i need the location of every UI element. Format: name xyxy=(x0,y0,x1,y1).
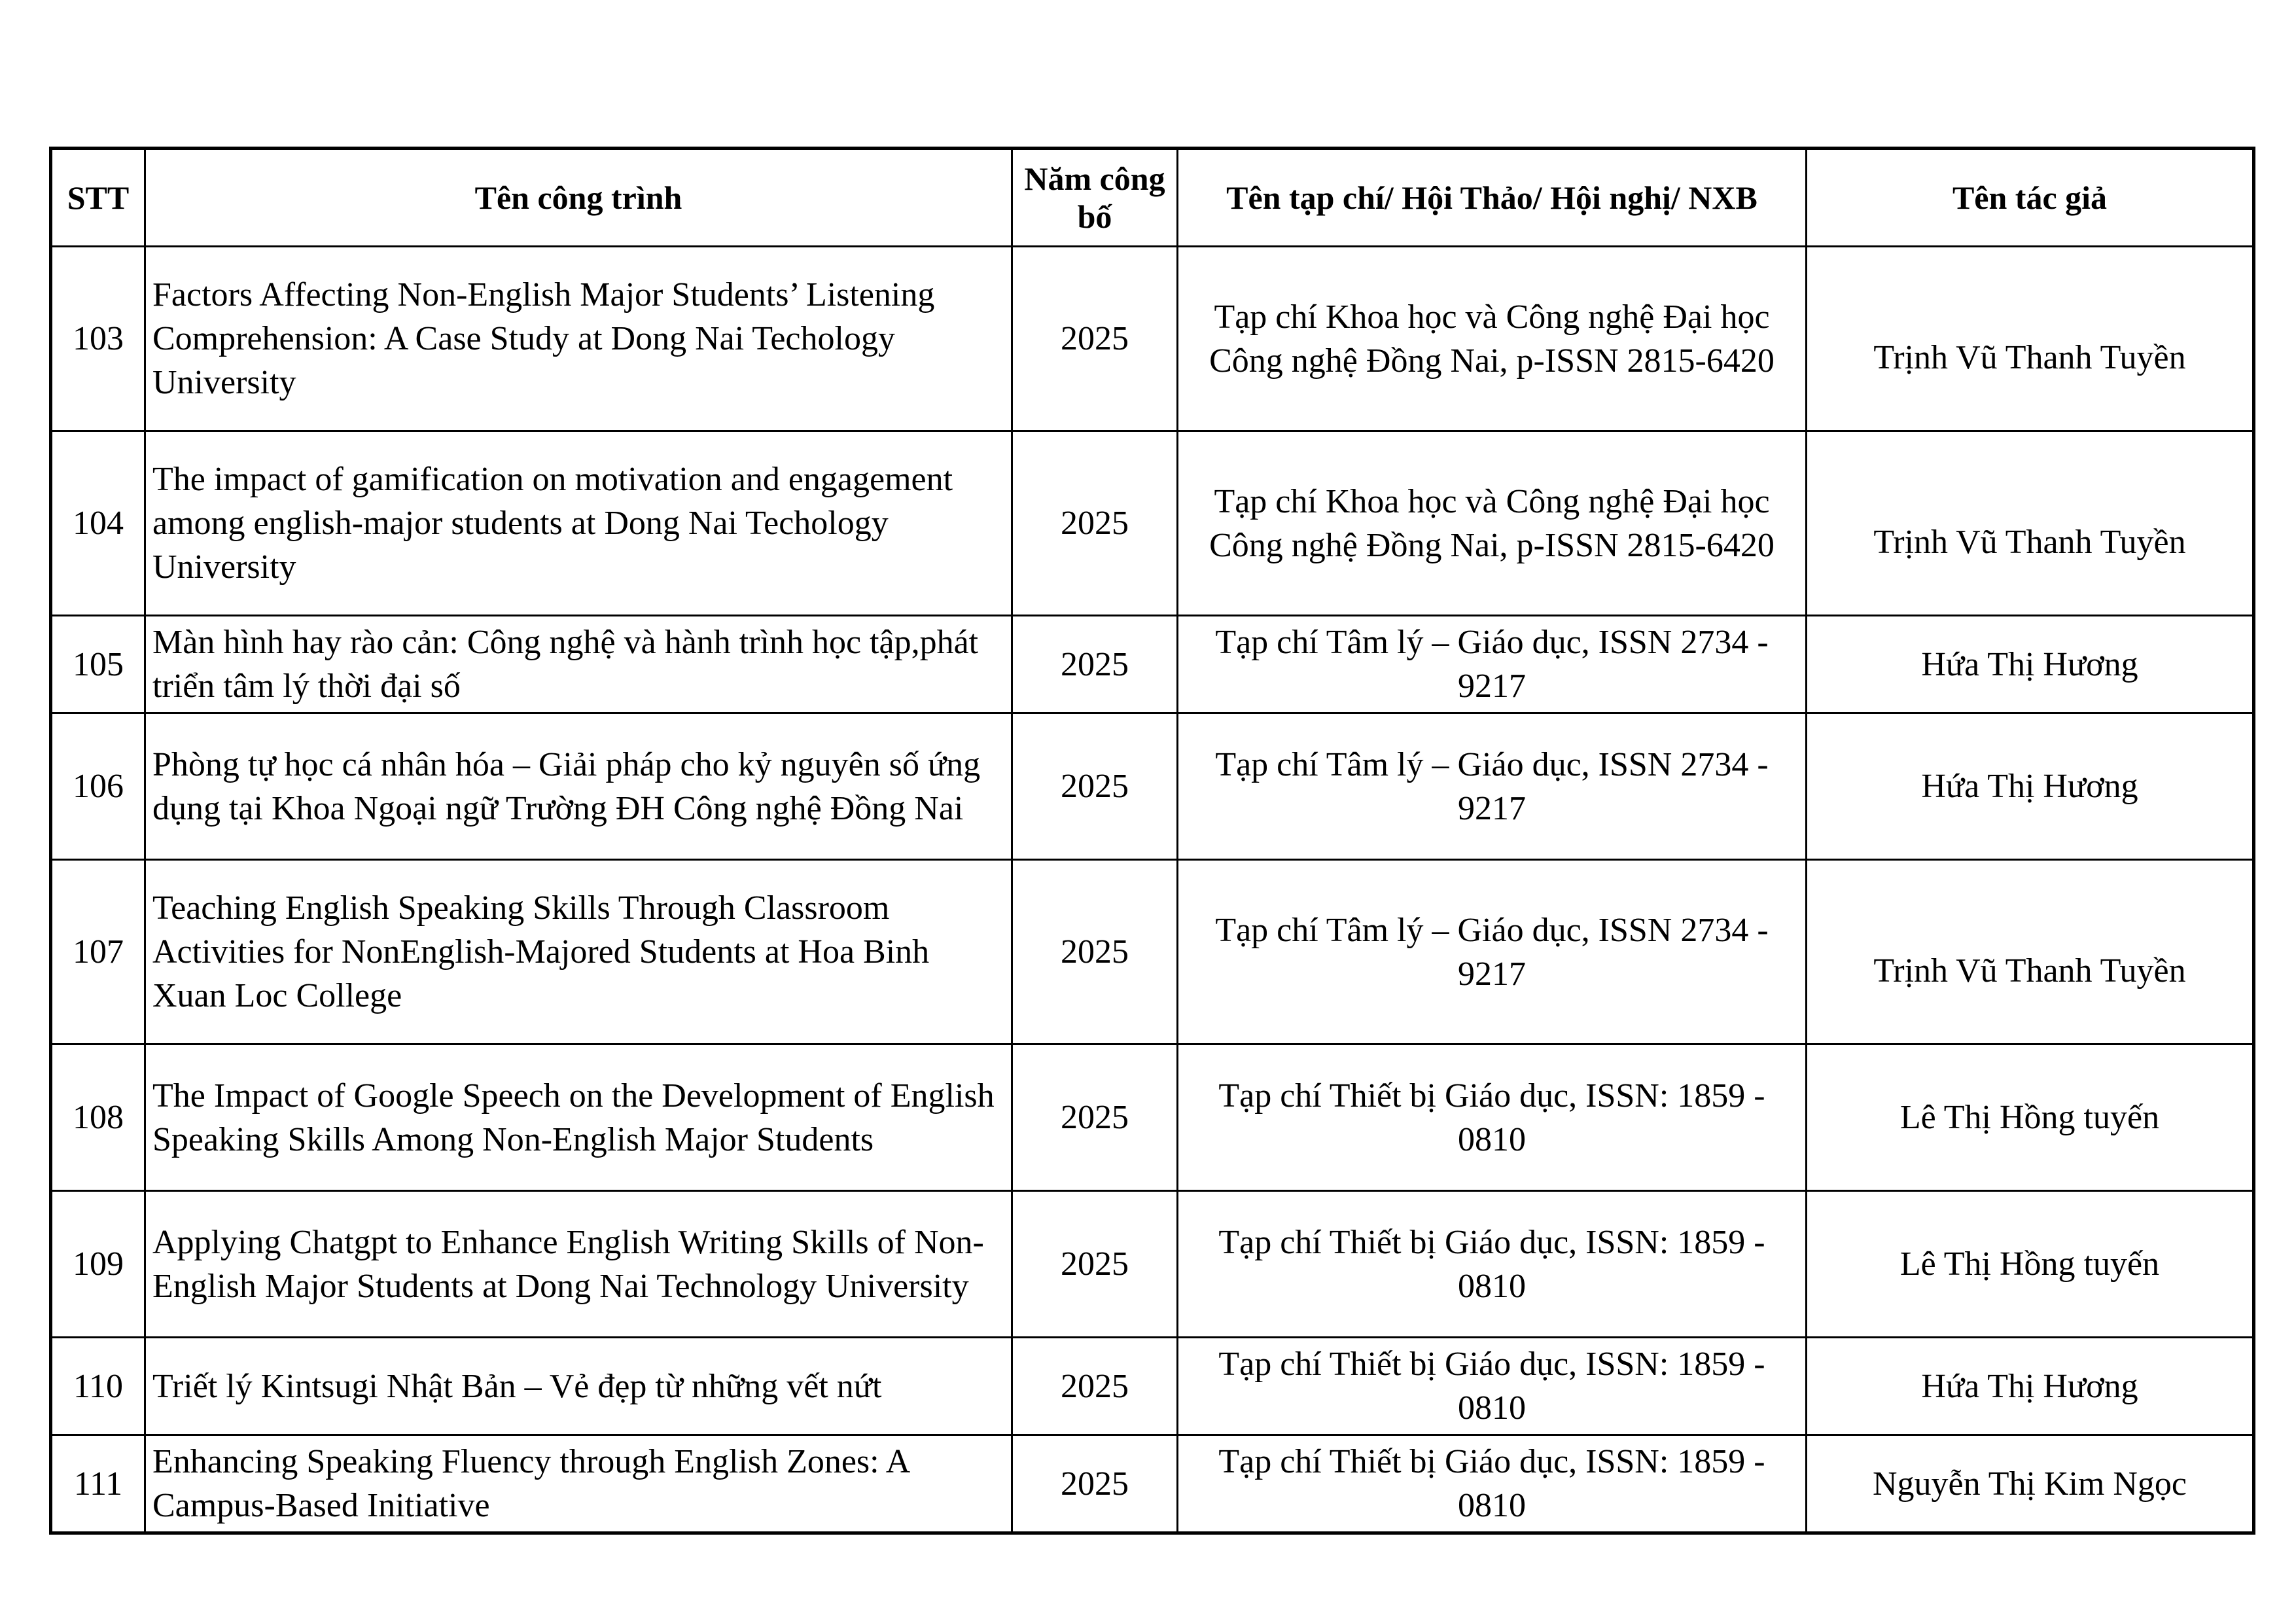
cell-journal: Tạp chí Tâm lý – Giáo dục, ISSN 2734 - 9217 xyxy=(1178,713,1807,860)
cell-author: Lê Thị Hồng tuyến xyxy=(1807,1191,2254,1338)
table-row xyxy=(51,860,2254,1044)
header-author: Tên tác giả xyxy=(1807,149,2254,247)
cell-journal: Tạp chí Thiết bị Giáo dục, ISSN: 1859 - 0810 xyxy=(1178,1435,1807,1533)
cell-year: 2025 xyxy=(1012,1191,1178,1338)
cell-title: Triết lý Kintsugi Nhật Bản – Vẻ đẹp từ những vết nứt xyxy=(145,1338,1012,1435)
cell-author: Hứa Thị Hương xyxy=(1807,616,2254,713)
table-row xyxy=(51,616,2254,713)
cell-title: Teaching English Speaking Skills Through Classroom Activities for NonEnglish-Majored Students at Hoa Binh Xuan Loc College xyxy=(145,860,1012,1044)
cell-stt: 109 xyxy=(51,1191,145,1338)
header-journal: Tên tạp chí/ Hội Thảo/ Hội nghị/ NXB xyxy=(1178,149,1807,247)
table-row xyxy=(51,1338,2254,1435)
cell-journal: Tạp chí Thiết bị Giáo dục, ISSN: 1859 - 0810 xyxy=(1178,1044,1807,1191)
cell-year: 2025 xyxy=(1012,431,1178,616)
cell-title: Factors Affecting Non-English Major Students’ Listening Comprehension: A Case Study at Dong Nai Techology University xyxy=(145,247,1012,431)
cell-stt: 108 xyxy=(51,1044,145,1191)
cell-author: Trịnh Vũ Thanh Tuyền xyxy=(1807,431,2254,616)
cell-journal: Tạp chí Khoa học và Công nghệ Đại học Công nghệ Đồng Nai, p-ISSN 2815-6420 xyxy=(1178,431,1807,616)
table-row xyxy=(51,247,2254,431)
cell-title: Màn hình hay rào cản: Công nghệ và hành trình học tập,phát triển tâm lý thời đại số xyxy=(145,616,1012,713)
table-row xyxy=(51,1044,2254,1191)
cell-stt: 106 xyxy=(51,713,145,860)
cell-title: The impact of gamification on motivation and engagement among english-major students at Dong Nai Techology University xyxy=(145,431,1012,616)
cell-year: 2025 xyxy=(1012,616,1178,713)
table-row xyxy=(51,1191,2254,1338)
table-row xyxy=(51,713,2254,860)
cell-title: Applying Chatgpt to Enhance English Writing Skills of Non-English Major Students at Dong Nai Technology University xyxy=(145,1191,1012,1338)
cell-stt: 103 xyxy=(51,247,145,431)
cell-journal: Tạp chí Khoa học và Công nghệ Đại học Công nghệ Đồng Nai, p-ISSN 2815-6420 xyxy=(1178,247,1807,431)
cell-journal: Tạp chí Thiết bị Giáo dục, ISSN: 1859 - 0810 xyxy=(1178,1191,1807,1338)
cell-journal: Tạp chí Thiết bị Giáo dục, ISSN: 1859 - 0810 xyxy=(1178,1338,1807,1435)
cell-year: 2025 xyxy=(1012,713,1178,860)
cell-stt: 111 xyxy=(51,1435,145,1533)
cell-author: Lê Thị Hồng tuyến xyxy=(1807,1044,2254,1191)
cell-stt: 104 xyxy=(51,431,145,616)
header-row xyxy=(51,149,2254,247)
cell-author: Hứa Thị Hương xyxy=(1807,713,2254,860)
publications-table xyxy=(49,147,2255,1535)
cell-author: Nguyễn Thị Kim Ngọc xyxy=(1807,1435,2254,1533)
cell-title: Phòng tự học cá nhân hóa – Giải pháp cho kỷ nguyên số ứng dụng tại Khoa Ngoại ngữ Trường ĐH Công nghệ Đồng Nai xyxy=(145,713,1012,860)
cell-author: Trịnh Vũ Thanh Tuyền xyxy=(1807,247,2254,431)
cell-year: 2025 xyxy=(1012,1338,1178,1435)
table-header xyxy=(51,149,2254,247)
cell-year: 2025 xyxy=(1012,1044,1178,1191)
table-row xyxy=(51,431,2254,616)
table-body xyxy=(51,247,2254,1533)
cell-author: Trịnh Vũ Thanh Tuyền xyxy=(1807,860,2254,1044)
cell-journal: Tạp chí Tâm lý – Giáo dục, ISSN 2734 - 9217 xyxy=(1178,860,1807,1044)
cell-year: 2025 xyxy=(1012,1435,1178,1533)
cell-journal: Tạp chí Tâm lý – Giáo dục, ISSN 2734 - 9217 xyxy=(1178,616,1807,713)
header-stt: STT xyxy=(51,149,145,247)
cell-stt: 107 xyxy=(51,860,145,1044)
cell-stt: 110 xyxy=(51,1338,145,1435)
header-title: Tên công trình xyxy=(145,149,1012,247)
cell-year: 2025 xyxy=(1012,247,1178,431)
cell-author: Hứa Thị Hương xyxy=(1807,1338,2254,1435)
cell-title: Enhancing Speaking Fluency through English Zones: A Campus-Based Initiative xyxy=(145,1435,1012,1533)
header-year: Năm công bố xyxy=(1012,149,1178,247)
cell-stt: 105 xyxy=(51,616,145,713)
cell-title: The Impact of Google Speech on the Development of English Speaking Skills Among Non-English Major Students xyxy=(145,1044,1012,1191)
cell-year: 2025 xyxy=(1012,860,1178,1044)
table-row xyxy=(51,1435,2254,1533)
